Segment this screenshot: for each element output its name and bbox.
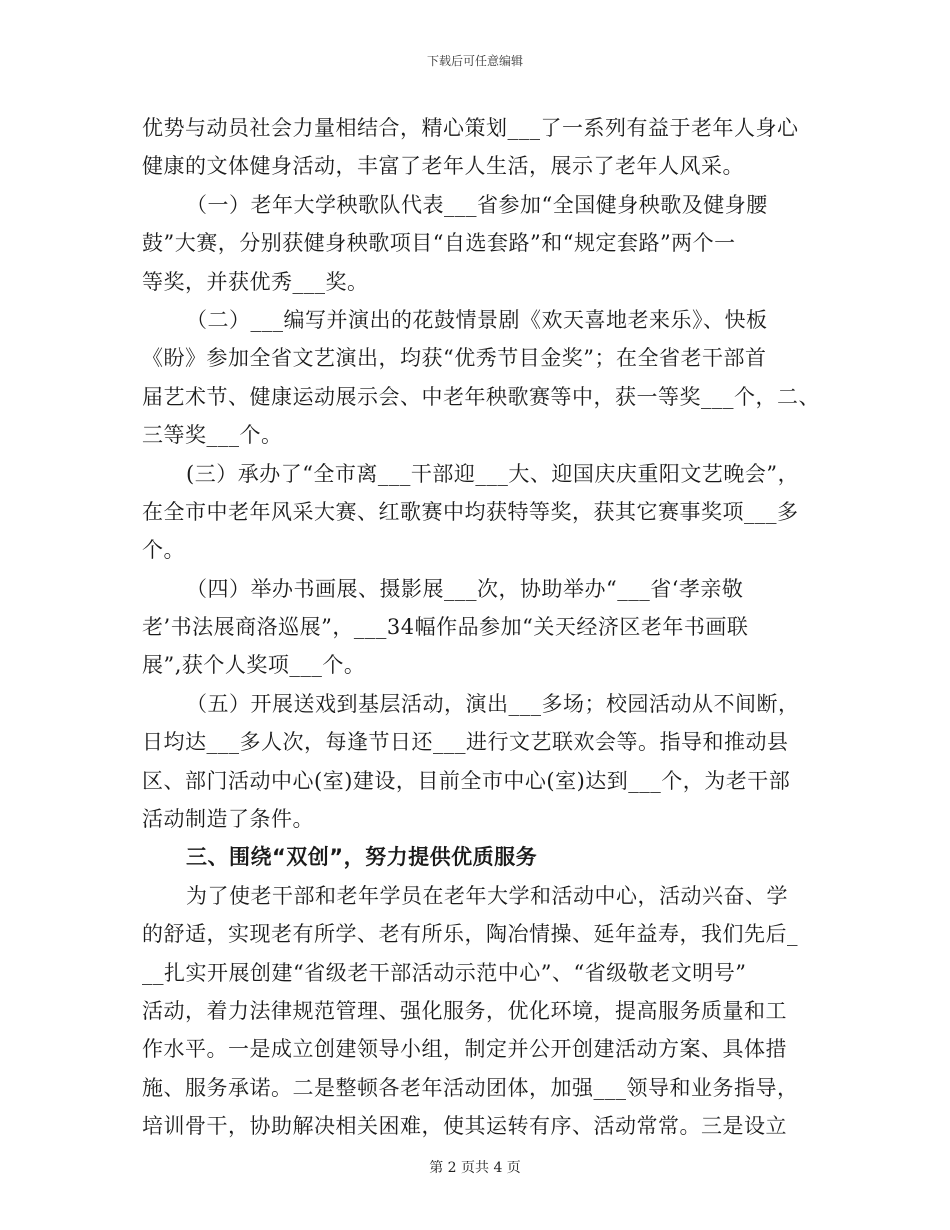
body-line: 展”,获个人奖项___个。 <box>142 653 366 678</box>
body-line: 《盼》参加全省文艺演出，均获“优秀节目金奖”；在全省老干部首 <box>142 346 767 371</box>
body-line: 鼓”大赛，分别获健身秧歌项目“自选套路”和“规定套路”两个一 <box>142 231 736 256</box>
body-line: （一）老年大学秧歌队代表___省参加“全国健身秧歌及健身腰 <box>186 192 768 217</box>
body-line: 区、部门活动中心(室)建设，目前全市中心(室)达到___个，为老干部 <box>142 768 791 793</box>
page-number: 第 2 页共 4 页 <box>429 1160 521 1176</box>
body-line: 日均达___多人次，每逢节日还___进行文艺联欢会等。指导和推动县 <box>142 730 789 755</box>
body-line: 施、服务承诺。二是整顿各老年活动团体，加强___领导和业务指导， <box>142 1075 799 1100</box>
body-line: 等奖，并获优秀___奖。 <box>142 269 369 294</box>
body-line: 为了使老干部和老年学员在老年大学和活动中心，活动兴奋、学 <box>186 883 788 908</box>
page-header: 下载后可任意编辑 <box>426 54 523 68</box>
body-line: 优势与动员社会力量相结合，精心策划___了一系列有益于老年人身心 <box>142 116 799 140</box>
body-line: 届艺术节、健康运动展示会、中老年秧歌赛等中，获一等奖___个，二、 <box>142 384 820 409</box>
body-line: 活动，着力法律规范管理、强化服务，优化环境，提高服务质量和工 <box>142 998 787 1023</box>
section-heading: 三、围绕“双创”，努力提供优质服务 <box>186 845 538 870</box>
body-line: 活动制造了条件。 <box>142 807 314 832</box>
body-line: （四）举办书画展、摄影展___次，协助举办“___省‘孝亲敬 <box>186 576 744 601</box>
body-line: 作水平。一是成立创建领导小组，制定并公开创建活动方案、具体措 <box>142 1037 787 1062</box>
body-line: 的舒适，实现老有所学、老有所乐，陶冶情操、延年益寿，我们先后_ <box>142 922 798 947</box>
body-line: 老’书法展商洛巡展”，___34幅作品参加“关天经济区老年书画联 <box>142 615 749 640</box>
body-line: __扎实开展创建“省级老干部活动示范中心”、“省级敬老文明号” <box>142 960 747 985</box>
document-body <box>142 109 820 1146</box>
body-line: 健康的文体健身活动，丰富了老年人生活，展示了老年人风采。 <box>142 154 744 179</box>
body-line: (三）承办了“全市离___干部迎___大、迎国庆庆重阳文艺晚会”， <box>186 461 800 486</box>
body-line: 个。 <box>142 538 185 563</box>
body-line: （二）___编写并演出的花鼓情景剧《欢天喜地老来乐》、快板 <box>186 307 768 332</box>
body-line: （五）开展送戏到基层活动，演出___多场；校园活动从不间断， <box>186 691 800 716</box>
body-line: 三等奖___个。 <box>142 423 283 448</box>
body-line: 在全市中老年风采大赛、红歌赛中均获特等奖，获其它赛事奖项___多 <box>142 499 799 524</box>
body-line: 培训骨干，协助解决相关困难，使其运转有序、活动常常。三是设立 <box>142 1114 787 1139</box>
